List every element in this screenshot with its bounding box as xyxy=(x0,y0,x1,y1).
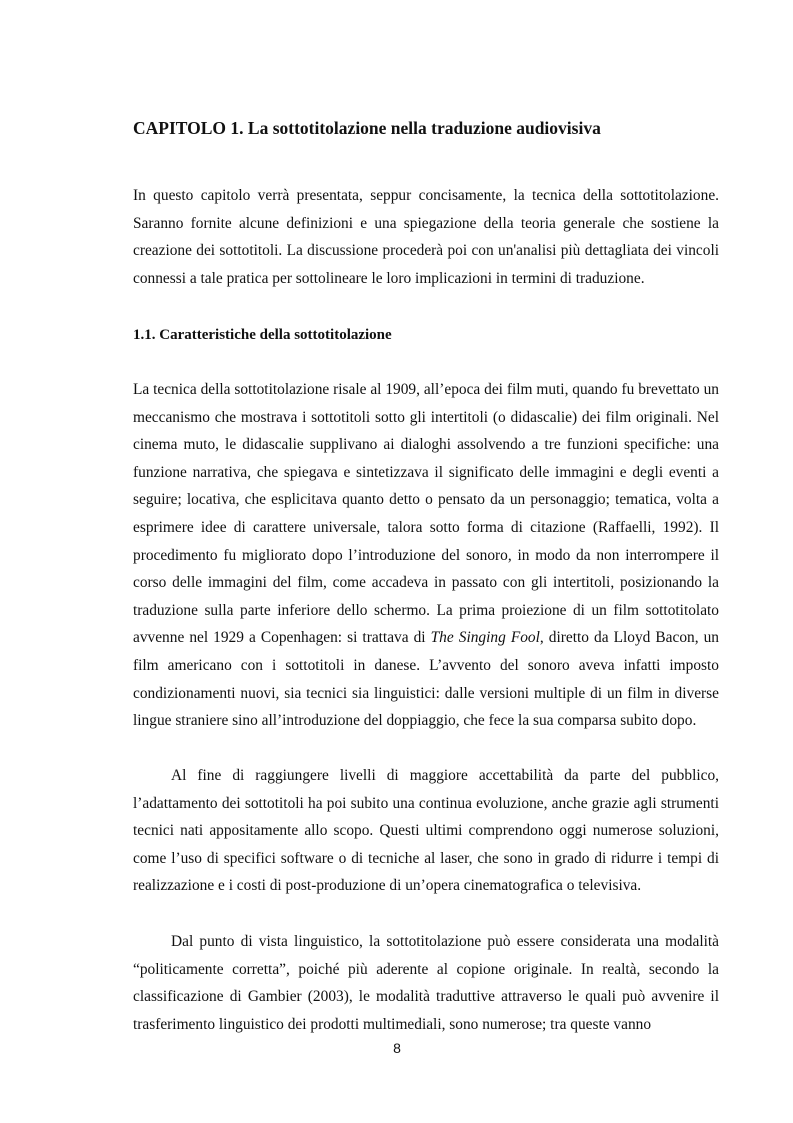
page-number: 8 xyxy=(393,1040,401,1056)
section-paragraph-1 xyxy=(133,376,719,735)
paragraph-text-after-film-title: , diretto da Lloyd Bacon, un film americano con i sottotitoli in danese. L’avvento del sonoro aveva infatti imposto condizionamenti nuovi, sia tecnici sia linguistici: dalle versioni multiple di un film in diverse lingue straniere sino all’introduzione del doppiaggio, che fece la sua comparsa subito dopo. xyxy=(133,629,719,730)
paragraph-text-before-film-title: La tecnica della sottotitolazione risale al 1909, all’epoca dei film muti, quando fu brevettato un meccanismo che mostrava i sottotitoli sotto gli intertitoli (o didascalie) dei film originali. Nel cinema muto, le didascalie supplivano ai dialoghi assolvendo a tre funzioni specifiche: una funzione narrativa, che spiegava e sintetizzava il significato delle immagini e degli eventi a seguire; locativa, che esplicitava quanto detto o pensato da un personaggio; tematica, volta a esprimere idee di carattere universale, talora sotto forma di citazione (Raffaelli, 1992). Il procedimento fu migliorato dopo l’introduzione del sonoro, in modo da non interrompere il corso delle immagini del film, come accadeva in passato con gli intertitoli, posizionando la traduzione sulla parte inferiore dello schermo. La prima proiezione di un film sottotitolato avvenne nel 1929 a Copenhagen: si trattava di xyxy=(133,381,719,647)
section-paragraph-3: Dal punto di vista linguistico, la sottotitolazione può essere considerata una modalità “politicamente corretta”, poiché più aderente al copione originale. In realtà, secondo la classificazione di Gambier (2003), le modalità traduttive attraverso le quali può avvenire il trasferimento linguistico dei prodotti multimediali, sono numerose; tra queste vanno xyxy=(133,933,719,1033)
section-title: 1.1. Caratteristiche della sottotitolazione xyxy=(133,327,392,343)
intro-paragraph: In questo capitolo verrà presentata, seppur concisamente, la tecnica della sottotitolazione. Saranno fornite alcune definizioni e una spiegazione della teoria generale che sostiene la creazione dei sottotitoli. La discussione procederà poi con un'analisi più dettagliata dei vincoli connessi a tale pratica per sottolineare le loro implicazioni in termini di traduzione. xyxy=(133,187,719,287)
section-paragraph-2: Al fine di raggiungere livelli di maggiore accettabilità da parte del pubblico, l’adattamento dei sottotitoli ha poi subito una continua evoluzione, anche grazie agli strumenti tecnici nati appositamente allo scopo. Questi ultimi comprendono oggi numerose soluzioni, come l’uso di specifici software o di tecniche al laser, che sono in grado di ridurre i tempi di realizzazione e i costi di post-produzione di un’opera cinematografica o televisiva. xyxy=(133,767,719,895)
chapter-title: CAPITOLO 1. La sottotitolazione nella traduzione audiovisiva xyxy=(133,118,601,138)
film-title: The Singing Fool xyxy=(430,629,540,647)
